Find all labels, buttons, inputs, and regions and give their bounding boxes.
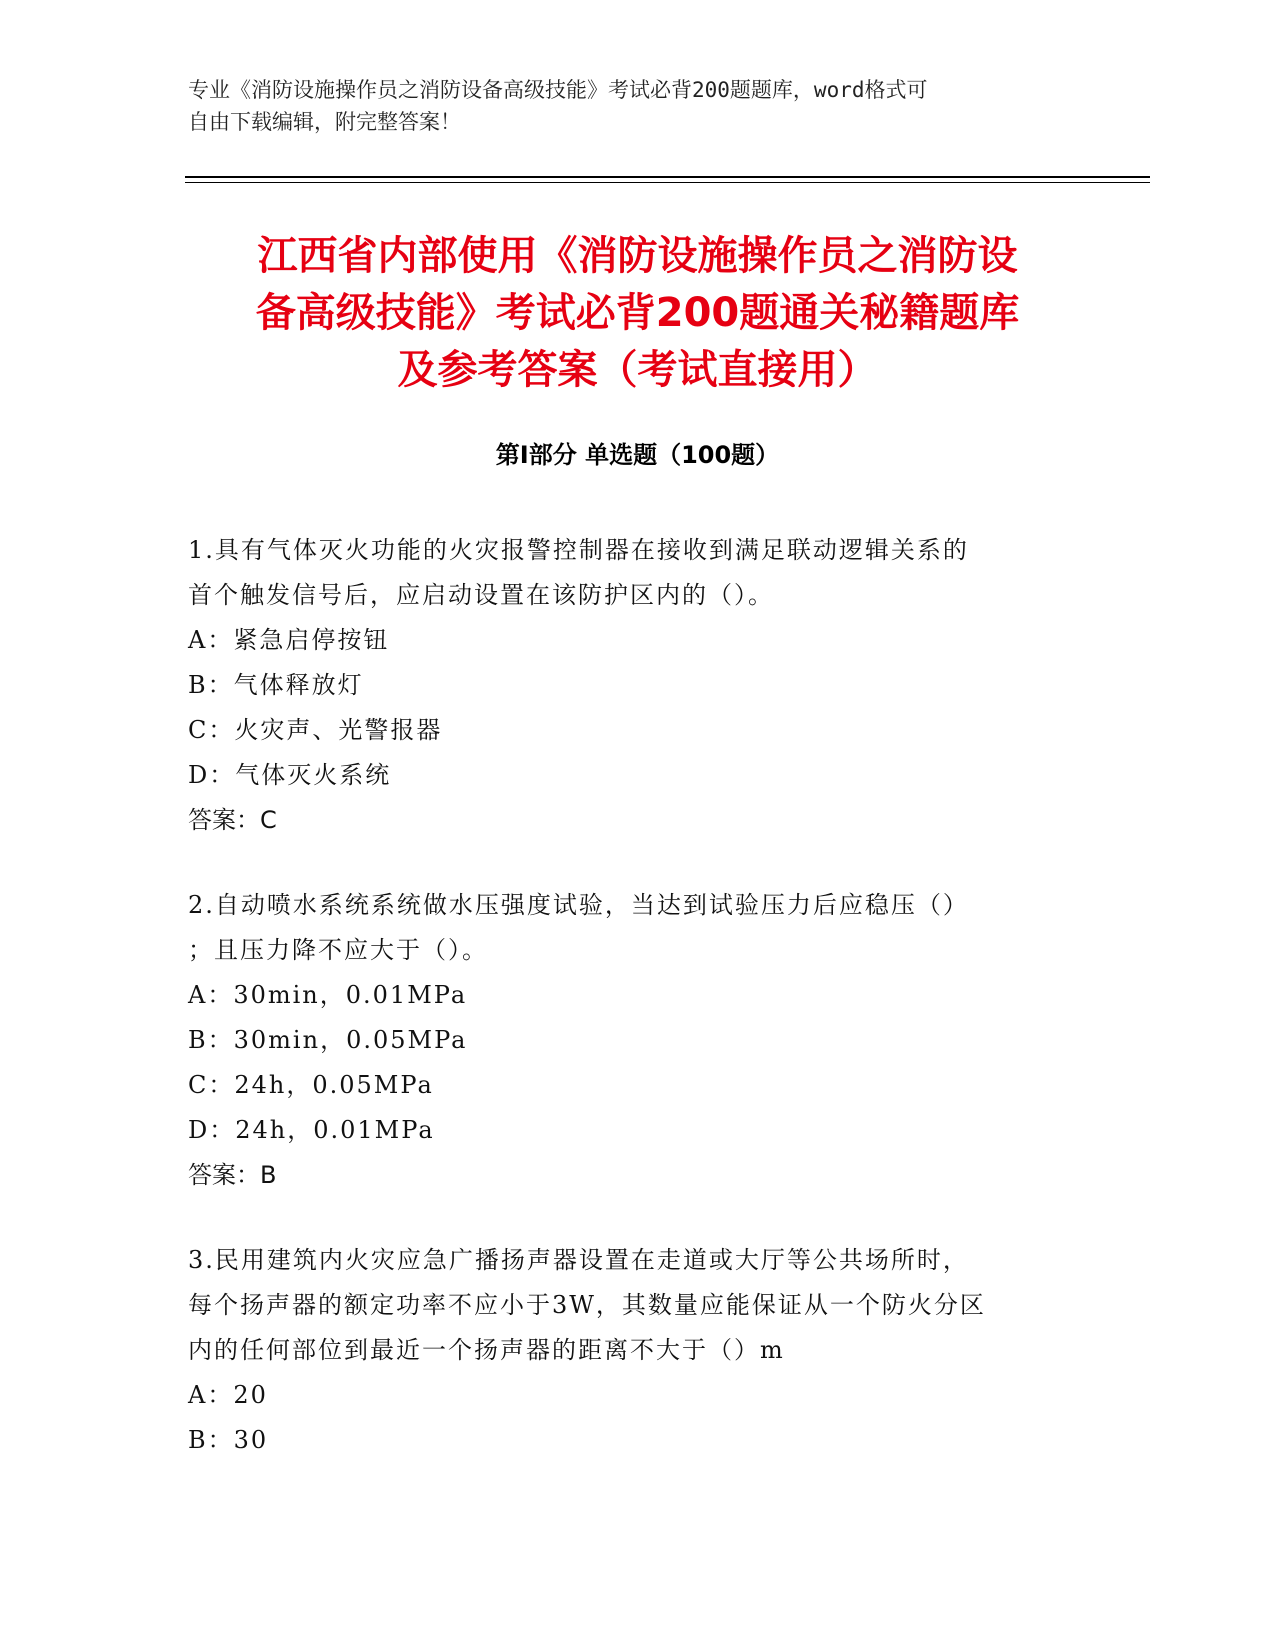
question-text-line: 2.自动喷水系统系统做水压强度试验，当达到试验压力后应稳压（） — [188, 891, 969, 919]
question-3 — [188, 1238, 1068, 1463]
option-d: D：气体灭火系统 — [188, 761, 392, 789]
option-b: B：30min，0.05MPa — [188, 1026, 468, 1054]
option-a: A：30min，0.01MPa — [188, 981, 468, 1009]
question-list — [188, 528, 1068, 1503]
question-1 — [188, 528, 1068, 843]
question-text-line: 内的任何部位到最近一个扬声器的距离不大于（）m — [188, 1336, 785, 1364]
option-b: B：30 — [188, 1426, 269, 1454]
header-divider-thick — [185, 176, 1150, 178]
option-a: A：20 — [188, 1381, 268, 1409]
document-title — [170, 228, 1105, 399]
answer: 答案：B — [188, 1161, 277, 1189]
question-text-line: 每个扬声器的额定功率不应小于3W，其数量应能保证从一个防火分区 — [188, 1291, 986, 1319]
option-c: C：24h，0.05MPa — [188, 1071, 434, 1099]
question-text-line: 3.民用建筑内火灾应急广播扬声器设置在走道或大厅等公共场所时， — [188, 1246, 969, 1274]
section-title: 第Ⅰ部分 单选题（100题） — [495, 441, 780, 469]
answer: 答案：C — [188, 806, 277, 834]
option-b: B：气体释放灯 — [188, 671, 364, 699]
header-line-1: 专业《消防设施操作员之消防设备高级技能》考试必背200题题库，word格式可 — [188, 78, 928, 102]
option-d: D：24h，0.01MPa — [188, 1116, 435, 1144]
question-2 — [188, 883, 1068, 1198]
title-line-1: 江西省内部使用《消防设施操作员之消防设 — [257, 233, 1018, 279]
header-divider-thin — [185, 182, 1150, 183]
question-text-line: 1.具有气体灭火功能的火灾报警控制器在接收到满足联动逻辑关系的 — [188, 536, 969, 564]
header-line-2: 自由下载编辑，附完整答案！ — [188, 110, 461, 134]
option-a: A：紧急启停按钮 — [188, 626, 390, 654]
document-header — [188, 74, 1068, 138]
title-line-3: 及参考答案（考试直接用） — [397, 347, 878, 393]
question-text-line: 首个触发信号后，应启动设置在该防护区内的（）。 — [188, 581, 774, 609]
option-c: C：火灾声、光警报器 — [188, 716, 443, 744]
title-line-2: 备高级技能》考试必背200题通关秘籍题库 — [255, 290, 1020, 336]
question-text-line: ；且压力降不应大于（）。 — [188, 936, 488, 964]
